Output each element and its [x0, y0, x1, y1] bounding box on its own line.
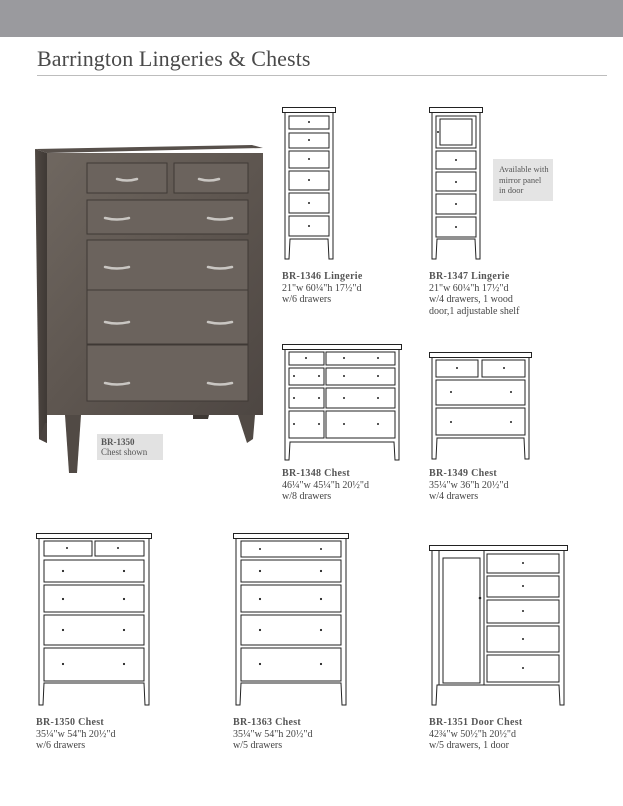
item-model: BR-1351 Door Chest: [429, 717, 523, 728]
item-model: BR-1349 Chest: [429, 468, 498, 479]
header-band: [0, 0, 623, 37]
caption-br-1350: [36, 717, 115, 752]
item-dims: 42¾"w 50½"h 20½"d: [429, 728, 516, 740]
drawing-br-1348: [282, 344, 402, 461]
chest-photo: [33, 143, 263, 475]
mirror-panel-note: [493, 159, 553, 201]
item-model: BR-1350 Chest: [36, 717, 105, 728]
drawing-br-1351: [429, 545, 568, 706]
item-detail: w/6 drawers: [282, 294, 332, 305]
note-line: mirror panel: [499, 174, 542, 185]
caption-br-1349: [429, 468, 508, 503]
item-detail: w/8 drawers: [282, 491, 332, 502]
item-detail: w/4 drawers, 1 wood: [429, 294, 513, 305]
item-detail: w/4 drawers: [429, 491, 479, 502]
item-dims: 46¼"w 45¼"h 20½"d: [282, 479, 369, 491]
drawing-br-1346: [282, 107, 336, 260]
item-detail: w/6 drawers: [36, 740, 86, 751]
item-detail: w/5 drawers: [233, 740, 283, 751]
caption-br-1351: [429, 717, 523, 752]
caption-br-1348: [282, 468, 369, 503]
drawing-br-1363: [233, 533, 349, 706]
photo-model: BR-1350: [101, 437, 135, 447]
item-detail: door,1 adjustable shelf: [429, 305, 520, 317]
title-divider: [37, 75, 607, 76]
item-model: BR-1363 Chest: [233, 717, 302, 728]
item-model: BR-1348 Chest: [282, 468, 351, 479]
photo-caption: [97, 434, 163, 460]
caption-br-1346: [282, 271, 363, 306]
caption-br-1363: [233, 717, 312, 752]
drawing-br-1349: [429, 352, 532, 460]
drawing-br-1350: [36, 533, 152, 706]
item-dims: 35¼"w 36"h 20½"d: [429, 479, 509, 491]
item-model: BR-1346 Lingerie: [282, 271, 363, 282]
note-line: in door: [499, 185, 524, 195]
item-model: BR-1347 Lingerie: [429, 271, 510, 282]
item-dims: 21"w 60¼"h 17½"d: [429, 282, 509, 294]
item-detail: w/5 drawers, 1 door: [429, 740, 509, 751]
note-line: Available with: [499, 164, 549, 174]
item-dims: 21"w 60¼"h 17½"d: [282, 282, 362, 294]
drawing-br-1347: [429, 107, 483, 260]
photo-caption-text: Chest shown: [101, 447, 148, 457]
caption-br-1347: [429, 271, 519, 317]
page-title: Barrington Lingeries & Chests: [37, 46, 311, 71]
item-dims: 35¼"w 54"h 20½"d: [233, 728, 313, 740]
item-dims: 35¼"w 54"h 20½"d: [36, 728, 116, 740]
